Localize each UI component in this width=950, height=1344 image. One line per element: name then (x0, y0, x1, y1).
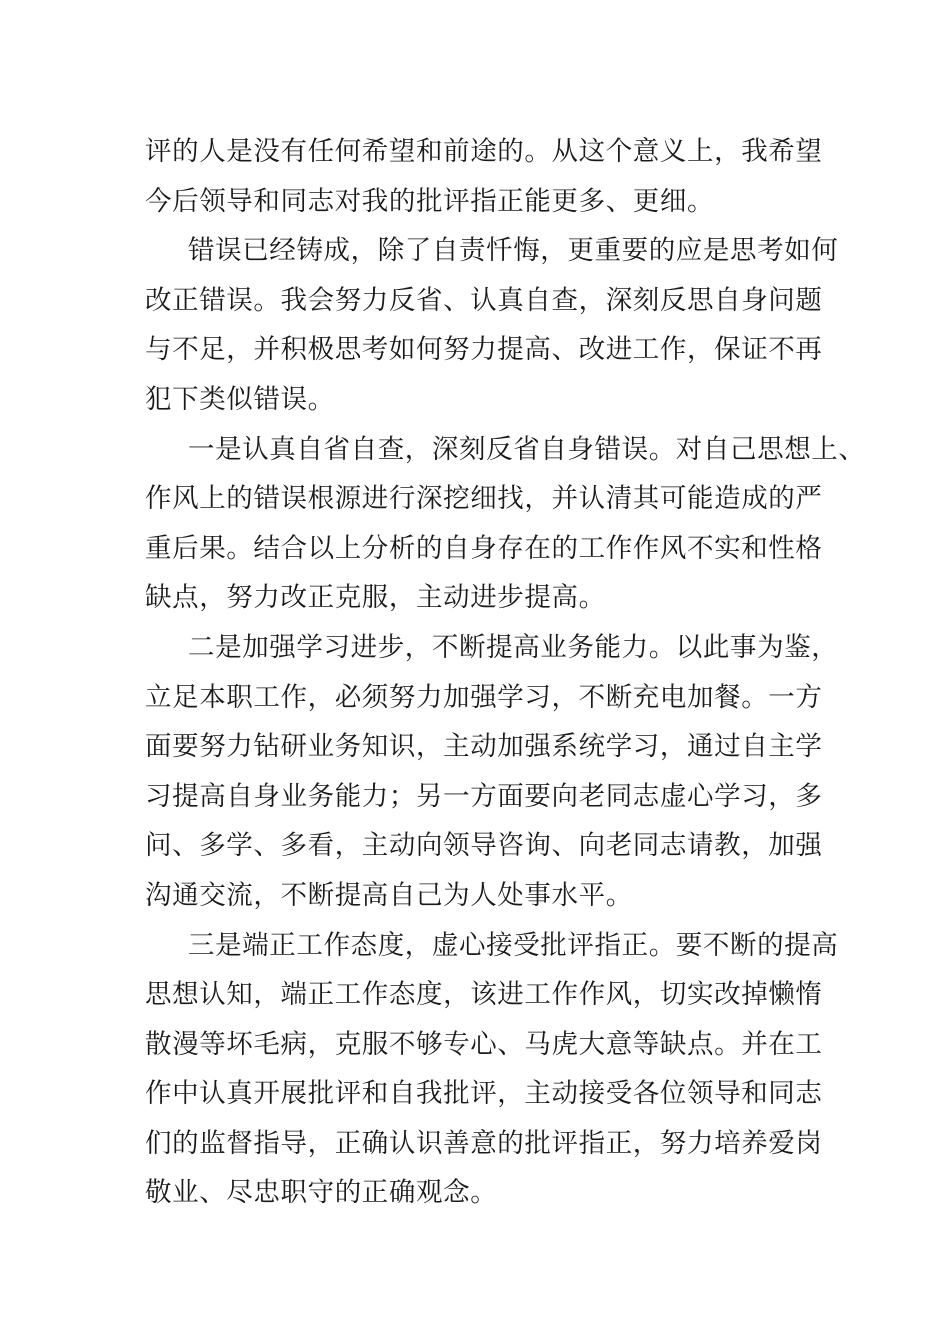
text-line: 问、多学、多看，主动向领导咨询、向老同志请教，加强 (145, 830, 823, 862)
text-line: 散漫等坏毛病，克服不够专心、马虎大意等缺点。并在工 (145, 1028, 823, 1060)
text-line: 犯下类似错误。 (145, 383, 335, 415)
text-line: 们的监督指导，正确认识善意的批评指正，努力培养爱岗 (145, 1127, 823, 1159)
paragraph-first-line: 二是加强学习进步，不断提高业务能力。以此事为鉴， (188, 631, 839, 663)
text-line: 敬业、尽忠职守的正确观念。 (145, 1177, 498, 1209)
text-line: 面要努力钻研业务知识，主动加强系统学习，通过自主学 (145, 731, 823, 763)
text-line: 与不足，并积极思考如何努力提高、改进工作，保证不再 (145, 334, 823, 366)
text-line: 今后领导和同志对我的批评指正能更多、更细。 (145, 185, 715, 217)
paragraph-first-line: 错误已经铸成，除了自责忏悔，更重要的应是思考如何 (188, 235, 839, 267)
text-line: 作风上的错误根源进行深挖细找，并认清其可能造成的严 (145, 483, 823, 515)
text-line: 评的人是没有任何希望和前途的。从这个意义上，我希望 (145, 136, 823, 167)
document-body (145, 127, 866, 1218)
paragraph-first-line: 三是端正工作态度，虚心接受批评指正。要不断的提高 (188, 929, 839, 961)
paragraph-first-line: 一是认真自省自查，深刻反省自身错误。对自己思想上、 (188, 433, 866, 465)
text-line: 缺点，努力改正克服，主动进步提高。 (145, 582, 606, 614)
text-line: 思想认知，端正工作态度，该进工作作风，切实改掉懒惰 (145, 979, 823, 1011)
text-line: 重后果。结合以上分析的自身存在的工作作风不实和性格 (145, 532, 823, 564)
text-line: 沟通交流，不断提高自己为人处事水平。 (145, 879, 633, 911)
text-line: 习提高自身业务能力；另一方面要向老同志虚心学习，多 (145, 780, 823, 812)
text-line: 改正错误。我会努力反省、认真自查，深刻反思自身问题 (145, 284, 823, 316)
text-line: 立足本职工作，必须努力加强学习，不断充电加餐。一方 (145, 681, 823, 713)
text-line: 作中认真开展批评和自我批评，主动接受各位领导和同志 (145, 1078, 823, 1110)
